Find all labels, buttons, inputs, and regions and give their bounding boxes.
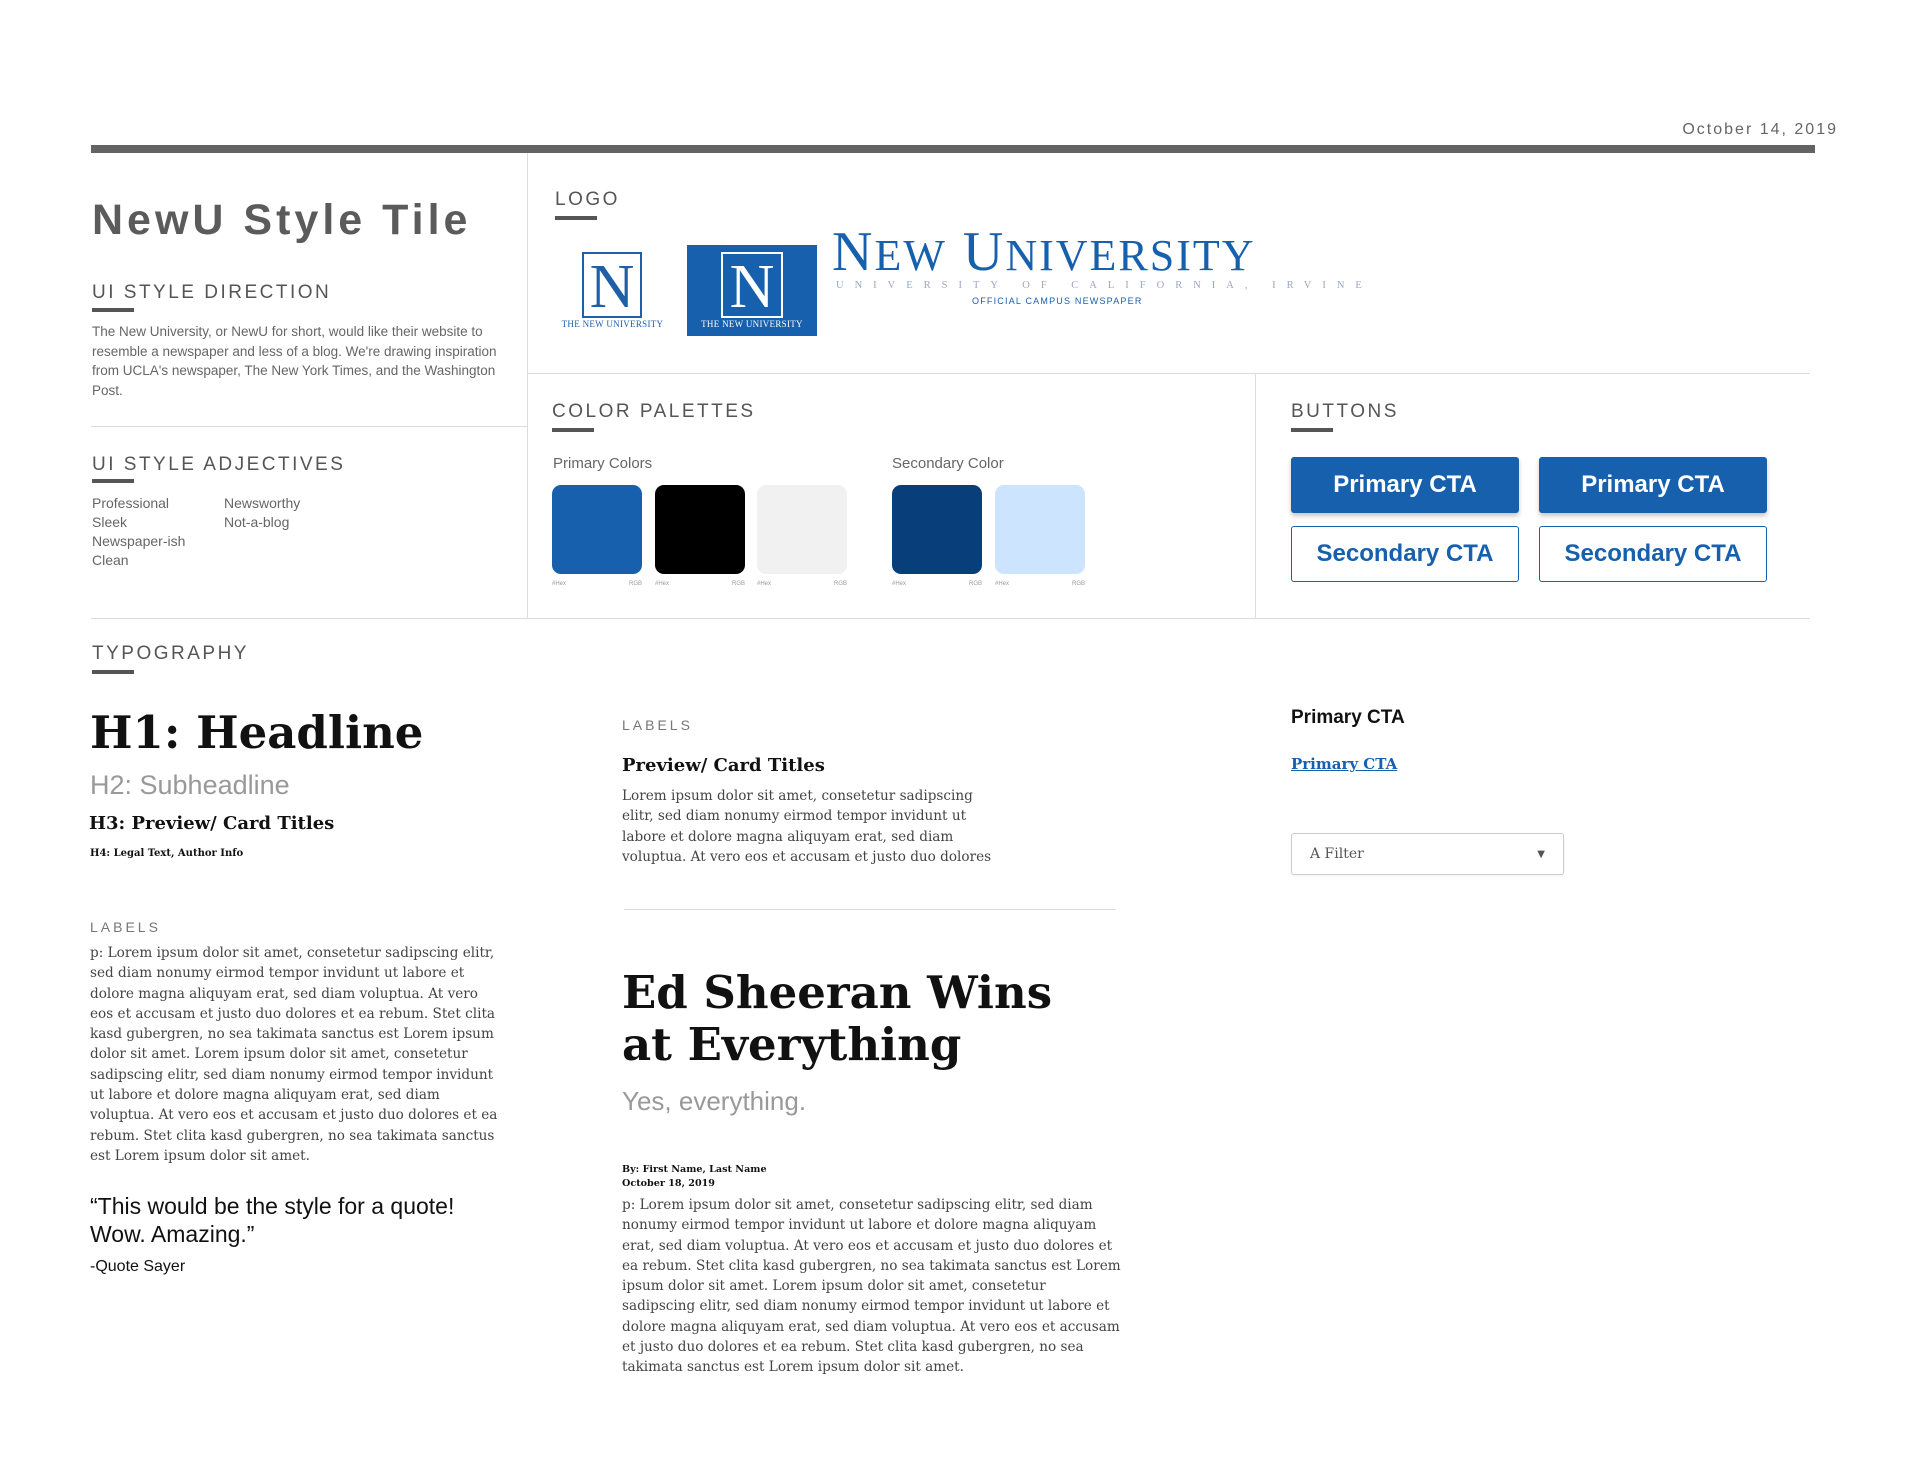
logo-n-mark: N	[582, 252, 642, 318]
filter-value: A Filter	[1310, 846, 1364, 862]
primary-cta-button[interactable]: Primary CTA	[1291, 457, 1519, 513]
paragraph-sample: p: Lorem ipsum dolor sit amet, consetetur sadipscing elitr, sed diam nonumy eirmod tempor invidunt ut labore et dolore magna aliquyam erat, sed diam voluptua. At vero eos et accusam et justo duo dolores et ea rebum. Stet clita kasd gubergren, no sea takimata sanctus est Lorem ipsum dolor sit amet. Lorem ipsum dolor sit amet, consetetur sadipscing elitr, sed diam nonumy eirmod tempor invidunt ut labore et dolore magna aliquyam erat, sed diam voluptua. At vero eos et accusam et justo duo dolores et ea rebum. Stet clita kasd gubergren, no sea takimata sanctus est Lorem ipsum dolor sit amet.	[90, 945, 498, 1164]
adjective-item: Professional	[92, 495, 170, 511]
quote-attribution: -Quote Sayer	[90, 1258, 186, 1275]
heading-underline	[555, 216, 597, 220]
adjective-item: Newsworthy	[224, 495, 301, 511]
heading-underline	[92, 479, 134, 483]
chevron-down-icon: ▼	[1537, 848, 1545, 860]
card-divider	[624, 909, 1116, 910]
top-divider-bar	[91, 145, 1815, 153]
heading-underline	[1291, 428, 1333, 432]
color-swatch	[655, 485, 745, 574]
buttons-heading: BUTTONS	[1291, 401, 1399, 422]
swatch-hex-label: #Hex	[995, 581, 1010, 587]
secondary-colors-heading: Secondary Color	[892, 455, 1004, 472]
logo-wordmark	[832, 220, 1256, 284]
color-swatch	[757, 485, 847, 574]
swatch-meta	[655, 581, 745, 587]
adjective-item: Clean	[92, 552, 129, 568]
card-title[interactable]: Preview/ Card Titles	[622, 755, 825, 776]
secondary-cta-button[interactable]: Secondary CTA	[1291, 526, 1519, 582]
swatch-group	[757, 485, 847, 587]
logo-caption: THE NEW UNIVERSITY	[701, 319, 803, 329]
document-date: October 14, 2019	[1682, 121, 1838, 138]
color-swatch	[995, 485, 1085, 574]
heading-underline	[92, 670, 134, 674]
swatch-group	[655, 485, 745, 587]
swatch-meta	[757, 581, 847, 587]
secondary-cta-button[interactable]: Secondary CTA	[1539, 526, 1767, 582]
swatch-rgb-label: RGB	[1071, 581, 1085, 587]
article-date: October 18, 2019	[622, 1178, 715, 1189]
h4-sample: H4: Legal Text, Author Info	[90, 848, 244, 859]
swatch-rgb-label: RGB	[833, 581, 847, 587]
article-byline: By: First Name, Last Name	[622, 1164, 767, 1175]
swatch-hex-label: #Hex	[892, 581, 907, 587]
card-text: Lorem ipsum dolor sit amet, consetetur sadipscing elitr, sed diam nonumy eirmod tempor invidunt ut labore et dolore magna aliquyam erat, sed diam voluptua. At vero eos et accusam et justo duo dolores	[622, 788, 992, 865]
swatch-group	[552, 485, 642, 587]
swatch-hex-label: #Hex	[552, 581, 567, 587]
column-divider-left	[527, 153, 528, 618]
quote-sample: “This would be the style for a quote! Wow. Amazing.”	[90, 1193, 455, 1247]
adjective-item: Newspaper-ish	[92, 533, 186, 549]
swatch-meta	[552, 581, 642, 587]
h3-sample: H3: Preview/ Card Titles	[89, 813, 335, 834]
logo-section-divider	[527, 373, 1810, 374]
h1-sample: H1: Headline	[90, 706, 424, 759]
wordmark-rest: EW	[874, 231, 947, 280]
ui-style-adjectives-heading: UI STYLE ADJECTIVES	[92, 454, 346, 475]
wordmark-initial: N	[832, 221, 875, 283]
swatch-rgb-label: RGB	[968, 581, 982, 587]
logo-heading: LOGO	[555, 189, 620, 210]
ui-style-direction-text: The New University, or NewU for short, would like their website to resemble a newspaper and less of a blog. We're drawing inspiration from UCLA's newspaper, The New York Times, and the Washington Post.	[92, 324, 497, 398]
adjective-item: Not-a-blog	[224, 514, 290, 530]
color-palettes-heading: COLOR PALETTES	[552, 401, 756, 422]
swatch-meta	[995, 581, 1085, 587]
h2-sample: H2: Subheadline	[90, 770, 290, 800]
primary-colors-heading: Primary Colors	[553, 455, 653, 472]
wordmark-rest: NIVERSITY	[1005, 231, 1256, 280]
page-title: NewU Style Tile	[92, 196, 472, 244]
swatch-meta	[892, 581, 982, 587]
primary-cta-button[interactable]: Primary CTA	[1539, 457, 1767, 513]
labels-sample: LABELS	[90, 919, 161, 935]
logo-n-mark: N	[721, 252, 783, 318]
swatch-group	[892, 485, 982, 587]
heading-underline	[92, 308, 134, 312]
heading-underline	[552, 428, 594, 432]
column-divider-right	[1255, 374, 1256, 618]
card-label: LABELS	[622, 717, 693, 733]
color-swatch	[892, 485, 982, 574]
primary-cta-link[interactable]: Primary CTA	[1291, 755, 1398, 773]
article-body: p: Lorem ipsum dolor sit amet, consetetur sadipscing elitr, sed diam nonumy eirmod tempor invidunt ut labore et dolore magna aliquyam erat, sed diam voluptua. At vero eos et accusam et justo duo dolores et ea rebum. Stet clita kasd gubergren, no sea takimata sanctus est Lorem ipsum dolor sit amet. Lorem ipsum dolor sit amet, consetetur sadipscing elitr, sed diam nonumy eirmod tempor invidunt ut labore et dolore magna aliquyam erat, sed diam voluptua. At vero eos et accusam et justo duo dolores et ea rebum. Stet clita kasd gubergren, no sea takimata sanctus est Lorem ipsum dolor sit amet.	[622, 1197, 1121, 1376]
adjective-item: Sleek	[92, 514, 128, 530]
swatch-group	[995, 485, 1085, 587]
logo-wordmark-tagline: OFFICIAL CAMPUS NEWSPAPER	[972, 296, 1143, 306]
filter-dropdown[interactable]	[1291, 833, 1564, 875]
adjectives-column-2	[224, 494, 300, 532]
logo-filled-variant	[687, 245, 817, 336]
direction-section-divider	[91, 426, 527, 427]
typography-section-divider	[91, 618, 1810, 619]
article-subtitle: Yes, everything.	[622, 1086, 807, 1116]
ui-style-direction-heading: UI STYLE DIRECTION	[92, 282, 332, 303]
logo-outline-variant	[555, 248, 670, 335]
wordmark-initial: U	[962, 221, 1006, 283]
color-swatch	[552, 485, 642, 574]
adjectives-column-1	[92, 494, 185, 570]
primary-cta-text[interactable]: Primary CTA	[1291, 707, 1405, 728]
swatch-hex-label: #Hex	[655, 581, 670, 587]
swatch-hex-label: #Hex	[757, 581, 772, 587]
article-title: Ed Sheeran Wins at Everything	[622, 966, 1053, 1071]
swatch-rgb-label: RGB	[628, 581, 642, 587]
typography-heading: TYPOGRAPHY	[92, 643, 249, 664]
logo-wordmark-subtitle: UNIVERSITY OF CALIFORNIA, IRVINE	[836, 280, 1373, 291]
logo-caption: THE NEW UNIVERSITY	[561, 319, 664, 329]
swatch-rgb-label: RGB	[731, 581, 745, 587]
